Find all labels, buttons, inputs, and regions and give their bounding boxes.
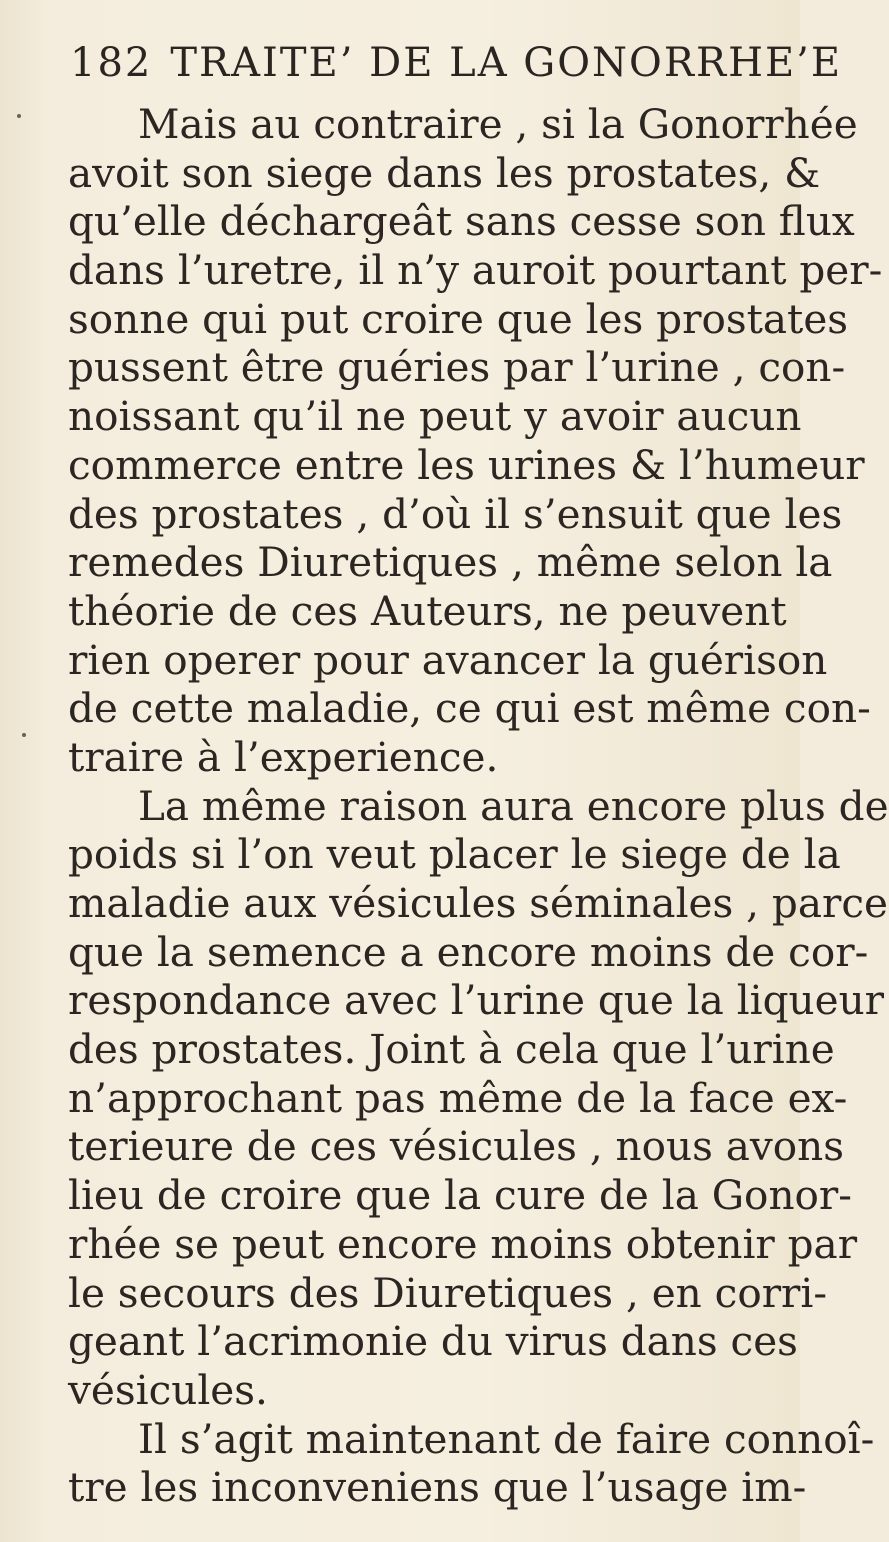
text-line: rien operer pour avancer la guérison — [68, 635, 828, 684]
text-line: que la semence a encore moins de cor- — [68, 927, 869, 976]
text-line: n’approchant pas même de la face ex- — [68, 1073, 848, 1122]
body-text — [68, 100, 889, 1512]
text-line: Il s’agit maintenant de faire connoî- — [138, 1414, 875, 1463]
text-line: noissant qu’il ne peut y avoir aucun — [68, 392, 802, 441]
text-line: des prostates , d’où il s’ensuit que les — [68, 489, 843, 538]
text-line: maladie aux vésicules séminales , parce — [68, 879, 888, 927]
text-line: poids si l’on veut placer le siege de la — [68, 830, 841, 879]
text-line: lieu de croire que la cure de la Gonor- — [68, 1171, 852, 1220]
text-line: théorie de ces Auteurs, ne peuvent — [68, 586, 787, 635]
text-line: sonne qui put croire que les prostates — [68, 294, 849, 343]
text-line: traire à l’experience. — [68, 732, 499, 781]
text-line: terieure de ces vésicules , nous avons — [68, 1122, 845, 1171]
text-line: remedes Diuretiques , même selon la — [68, 538, 833, 587]
text-line: respondance avec l’urine que la liqueur — [68, 976, 885, 1025]
running-head — [70, 40, 842, 86]
text-line: qu’elle déchargeât sans cesse son flux — [68, 197, 855, 246]
running-title: TRAITE’ DE LA GONORRHE’E — [170, 40, 843, 86]
text-line: des prostates. Joint à cela que l’urine — [68, 1025, 835, 1074]
text-line: de cette maladie, ce qui est même con- — [68, 684, 871, 733]
text-line: vésicules. — [68, 1365, 268, 1414]
paragraph-1 — [68, 100, 883, 782]
text-line: Mais au contraire , si la Gonorrhée — [138, 100, 858, 148]
text-line: le secours des Diuretiques , en corri- — [68, 1268, 828, 1317]
text-line: dans l’uretre, il n’y auroit pourtant per- — [68, 246, 883, 295]
page-number: 182 — [70, 40, 153, 86]
paragraph-3 — [68, 1414, 875, 1512]
paper-speck — [17, 114, 21, 118]
text-line: rhée se peut encore moins obtenir par — [68, 1219, 858, 1268]
paper-speck — [22, 733, 26, 737]
text-line: La même raison aura encore plus de — [138, 781, 889, 830]
text-line: tre les inconveniens que l’usage im- — [68, 1463, 807, 1512]
text-line: avoit son siege dans les prostates, & — [68, 148, 821, 197]
paragraph-2 — [68, 781, 889, 1415]
text-line: pussent être guéries par l’urine , con- — [68, 343, 846, 392]
text-line: geant l’acrimonie du virus dans ces — [68, 1317, 798, 1366]
text-line: commerce entre les urines & l’humeur — [68, 440, 865, 489]
